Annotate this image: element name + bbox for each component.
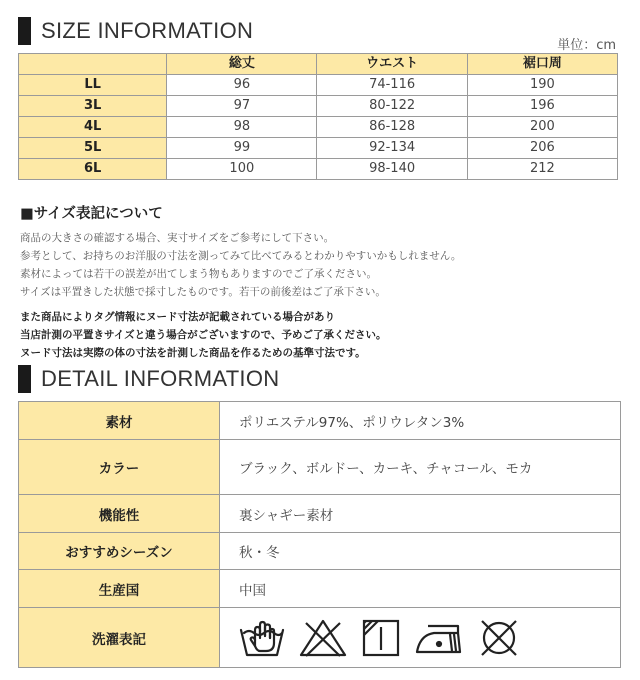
table-row <box>19 402 621 440</box>
detail-table <box>18 401 621 668</box>
table-row <box>19 96 618 117</box>
note-bold-line: また商品によりタグ情報にヌード寸法が記載されている場合があり <box>20 311 335 323</box>
note-line: サイズは平置きした状態で採寸したものです。若干の前後差はご了承下さい。 <box>20 286 386 298</box>
size-label: 4L <box>19 117 167 138</box>
waist-cell: 86-128 <box>317 117 467 138</box>
detail-section-title: DETAIL INFORMATION <box>41 366 280 391</box>
detail-label-color: カラー <box>19 440 220 495</box>
table-row <box>19 570 621 608</box>
care-icons <box>239 618 620 658</box>
length-cell: 97 <box>167 96 317 117</box>
waist-cell: 92-134 <box>317 138 467 159</box>
detail-value-function: 裏シャギー素材 <box>220 495 621 533</box>
size-section-header <box>18 17 253 45</box>
size-label: 5L <box>19 138 167 159</box>
waist-cell: 80-122 <box>317 96 467 117</box>
hem-cell: 212 <box>467 159 617 180</box>
no-dry-clean-icon <box>477 618 521 658</box>
detail-label-season: おすすめシーズン <box>19 533 220 570</box>
hem-cell: 196 <box>467 96 617 117</box>
size-section-title: SIZE INFORMATION <box>41 18 254 43</box>
detail-label-origin: 生産国 <box>19 570 220 608</box>
detail-label-material: 素材 <box>19 402 220 440</box>
detail-label-care: 洗濯表記 <box>19 608 220 668</box>
table-row <box>19 117 618 138</box>
detail-value-origin: 中国 <box>220 570 621 608</box>
hem-cell: 200 <box>467 117 617 138</box>
detail-value-material: ポリエステル97%、ポリウレタン3% <box>220 402 621 440</box>
detail-value-season: 秋・冬 <box>220 533 621 570</box>
detail-section-header <box>18 365 279 393</box>
length-cell: 96 <box>167 75 317 96</box>
table-row <box>19 159 618 180</box>
size-label: 6L <box>19 159 167 180</box>
length-cell: 98 <box>167 117 317 138</box>
table-row <box>19 495 621 533</box>
size-header-waist: ウエスト <box>317 54 467 75</box>
iron-low-icon <box>414 618 464 658</box>
hand-wash-icon <box>239 618 285 658</box>
section-marker <box>18 365 31 393</box>
hem-cell: 206 <box>467 138 617 159</box>
size-table-header-row <box>19 54 618 75</box>
size-label: LL <box>19 75 167 96</box>
size-header-blank <box>19 54 167 75</box>
section-marker <box>18 17 31 45</box>
nude-size-notes <box>20 308 620 362</box>
table-row <box>19 75 618 96</box>
note-line: 参考として、お持ちのお洋服の寸法を測ってみて比べてみるとわかりやすいかもしれません。 <box>20 250 462 262</box>
note-line: 素材によっては若干の誤差が出てしまう物もありますのでご了承ください。 <box>20 268 377 280</box>
detail-label-function: 機能性 <box>19 495 220 533</box>
waist-cell: 74-116 <box>317 75 467 96</box>
length-cell: 100 <box>167 159 317 180</box>
care-icons-cell <box>220 608 621 668</box>
size-header-hem: 裾口周 <box>467 54 617 75</box>
no-bleach-icon <box>298 618 348 658</box>
table-row <box>19 533 621 570</box>
note-line: 商品の大きさの確認する場合、実寸サイズをご参考にして下さい。 <box>20 232 335 244</box>
size-header-length: 総丈 <box>167 54 317 75</box>
hem-cell: 190 <box>467 75 617 96</box>
table-row <box>19 608 621 668</box>
size-table <box>18 53 618 180</box>
detail-value-color: ブラック、ボルドー、カーキ、チャコール、モカ <box>220 440 621 495</box>
table-row <box>19 138 618 159</box>
note-bold-line: ヌード寸法は実際の体の寸法を計測した商品を作るための基準寸法です。 <box>20 347 366 359</box>
length-cell: 99 <box>167 138 317 159</box>
notes-title: ■サイズ表記について <box>20 206 163 222</box>
size-label: 3L <box>19 96 167 117</box>
table-row <box>19 440 621 495</box>
note-bold-line: 当店計測の平置きサイズと違う場合がございますので、予めご了承ください。 <box>20 329 387 341</box>
line-dry-shade-icon <box>361 618 401 658</box>
size-notes <box>20 202 620 362</box>
waist-cell: 98-140 <box>317 159 467 180</box>
unit-label: 単位：cm <box>557 38 616 53</box>
